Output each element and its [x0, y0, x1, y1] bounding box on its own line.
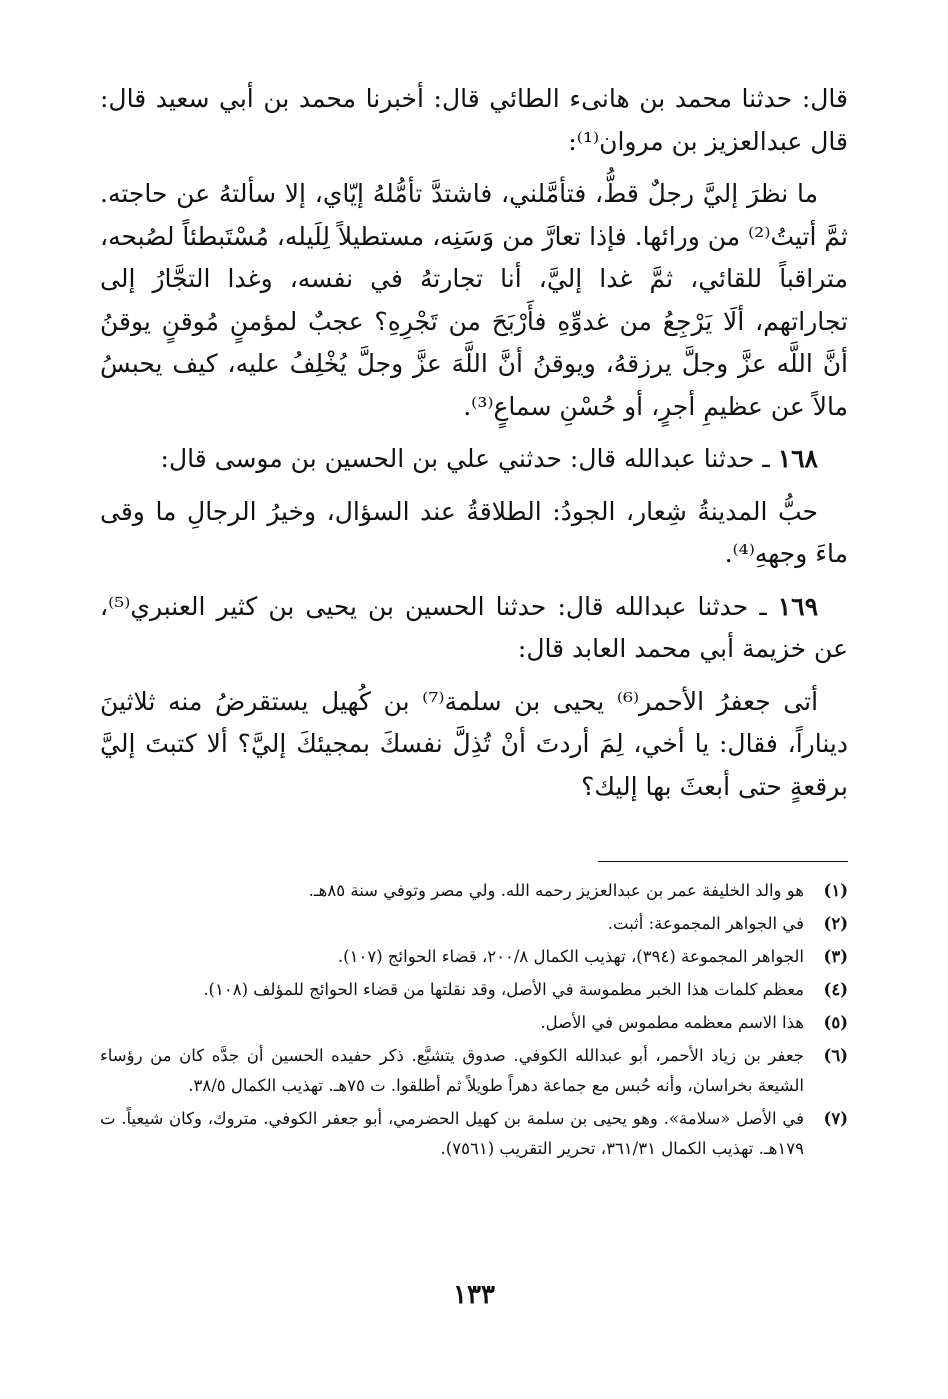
footnote: [100, 975, 848, 1005]
item-169-text: أتى جعفرُ الأحمر⁽⁶⁾ يحيى بن سلمة⁽⁷⁾ بن كُهيل يستقرضُ منه ثلاثينَ ديناراً، فقال: يا أخي، لِمَ أردتَ أنْ تُذِلَّ نفسكَ بمجيئكَ إليَّ؟ ألا كتبتَ إليَّ برقعةٍ حتى أبعثَ بها إليك؟: [100, 686, 848, 801]
footnote-number: (١): [823, 881, 848, 900]
main-text: [100, 78, 848, 818]
item-168-header: [100, 438, 848, 481]
footnote-number: (٤): [823, 980, 848, 999]
footnote: [100, 876, 848, 906]
paragraph-quote: ما نظرَ إليَّ رجلٌ قطُّ، فتأمَّلني، فاشتدَّ تأمُّلهُ إيّاي، إلا سألتهُ عن حاجته. ثمَّ أتيتُ⁽²⁾ من ورائها. فإذا تعارَّ من وَسَنِه، مستطيلاً لِلَيله، مُسْتَبطئاً لصُبحه، متراقباً للقائي، ثمَّ غدا إليَّ، أنا تجارتهُ في نفسه، وغدا التجَّارُ إلى تجاراتهم، ألَا يَرْجِعُ من غدوِّهِ فأَرْبَحَ من تَجْرِهِ؟ عجبٌ لمؤمنٍ مُوقنٍ يوقنُ أنَّ اللَّه عزَّ وجلَّ يرزقهُ، ويوقنُ أنَّ اللَّهَ عزَّ وجلَّ يُخْلِفُ عليه، كيف يحبسُ مالاً عن عظيمِ أجرٍ، أو حُسْنِ سماعٍ⁽³⁾.: [100, 179, 848, 421]
footnote: [100, 942, 848, 972]
footnote-text: في الأصل «سلامة». وهو يحيى بن سلمة بن كهيل الحضرمي، أبو جعفر الكوفي. متروك، وكان شيعياً. ت ١٧٩هـ. تهذيب الكمال ٣٦١/٣١، تحرير التقريب (٧٥٦١).: [100, 1109, 804, 1158]
footnote-text: في الجواهر المجموعة: أثبت.: [607, 914, 804, 933]
footnote: [100, 909, 848, 939]
footnote: [100, 1008, 848, 1038]
footnote-number: (٧): [823, 1109, 848, 1128]
footnote-text: هو والد الخليفة عمر بن عبدالعزيز رحمه الله. ولي مصر وتوفي سنة ٨٥هـ.: [308, 881, 804, 900]
paragraph-intro: قال: حدثنا محمد بن هانىء الطائي قال: أخبرنا محمد بن أبي سعيد قال: قال عبدالعزيز بن مروان⁽¹⁾:: [100, 84, 848, 156]
footnote-number: (٦): [823, 1046, 848, 1065]
item-168-header-text: ـ حدثنا عبدالله قال: حدثني علي بن الحسين بن موسى قال:: [160, 444, 778, 473]
page-number: ١٣٣: [453, 1280, 495, 1310]
footnotes: [100, 876, 848, 1167]
footnote-text: الجواهر المجموعة (٣٩٤)، تهذيب الكمال ٢٠٠/٨، قضاء الحوائج (١٠٧).: [337, 947, 804, 966]
footnote-divider: [598, 861, 848, 862]
footnote-number: (٥): [823, 1013, 848, 1032]
item-168-number: ١٦٨: [777, 444, 818, 473]
item-169-header: [100, 586, 848, 671]
footnote-text: معظم كلمات هذا الخبر مطموسة في الأصل، وقد نقلتها من قضاء الحوائج للمؤلف (١٠٨).: [203, 980, 804, 999]
item-168-text: حبُّ المدينةُ شِعار، الجودُ: الطلاقةُ عند السؤال، وخيرُ الرجالِ ما وقى ماءَ وجههِ⁽⁴⁾.: [100, 496, 848, 568]
footnote: [100, 1041, 848, 1101]
item-169-number: ١٦٩: [777, 591, 819, 621]
footnote-number: (٢): [823, 914, 848, 933]
footnote-text: هذا الاسم معظمه مطموس في الأصل.: [540, 1013, 804, 1032]
footnote: [100, 1104, 848, 1164]
item-169-header-text: ـ حدثنا عبدالله قال: حدثنا الحسين بن يحيى بن كثير العنبري⁽⁵⁾، عن خزيمة أبي محمد العابد قال:: [100, 591, 848, 663]
footnote-number: (٣): [823, 947, 848, 966]
footnote-text: جعفر بن زياد الأحمر، أبو عبدالله الكوفي. صدوق يتشيَّع. ذكر حفيده الحسين أن جدَّه كان من رؤساء الشيعة بخراسان، وأنه حُبس مع جماعة دهراً طويلاً ثم أطلقوا. ت ٧٥هـ. تهذيب الكمال ٣٨/٥.: [100, 1046, 804, 1095]
